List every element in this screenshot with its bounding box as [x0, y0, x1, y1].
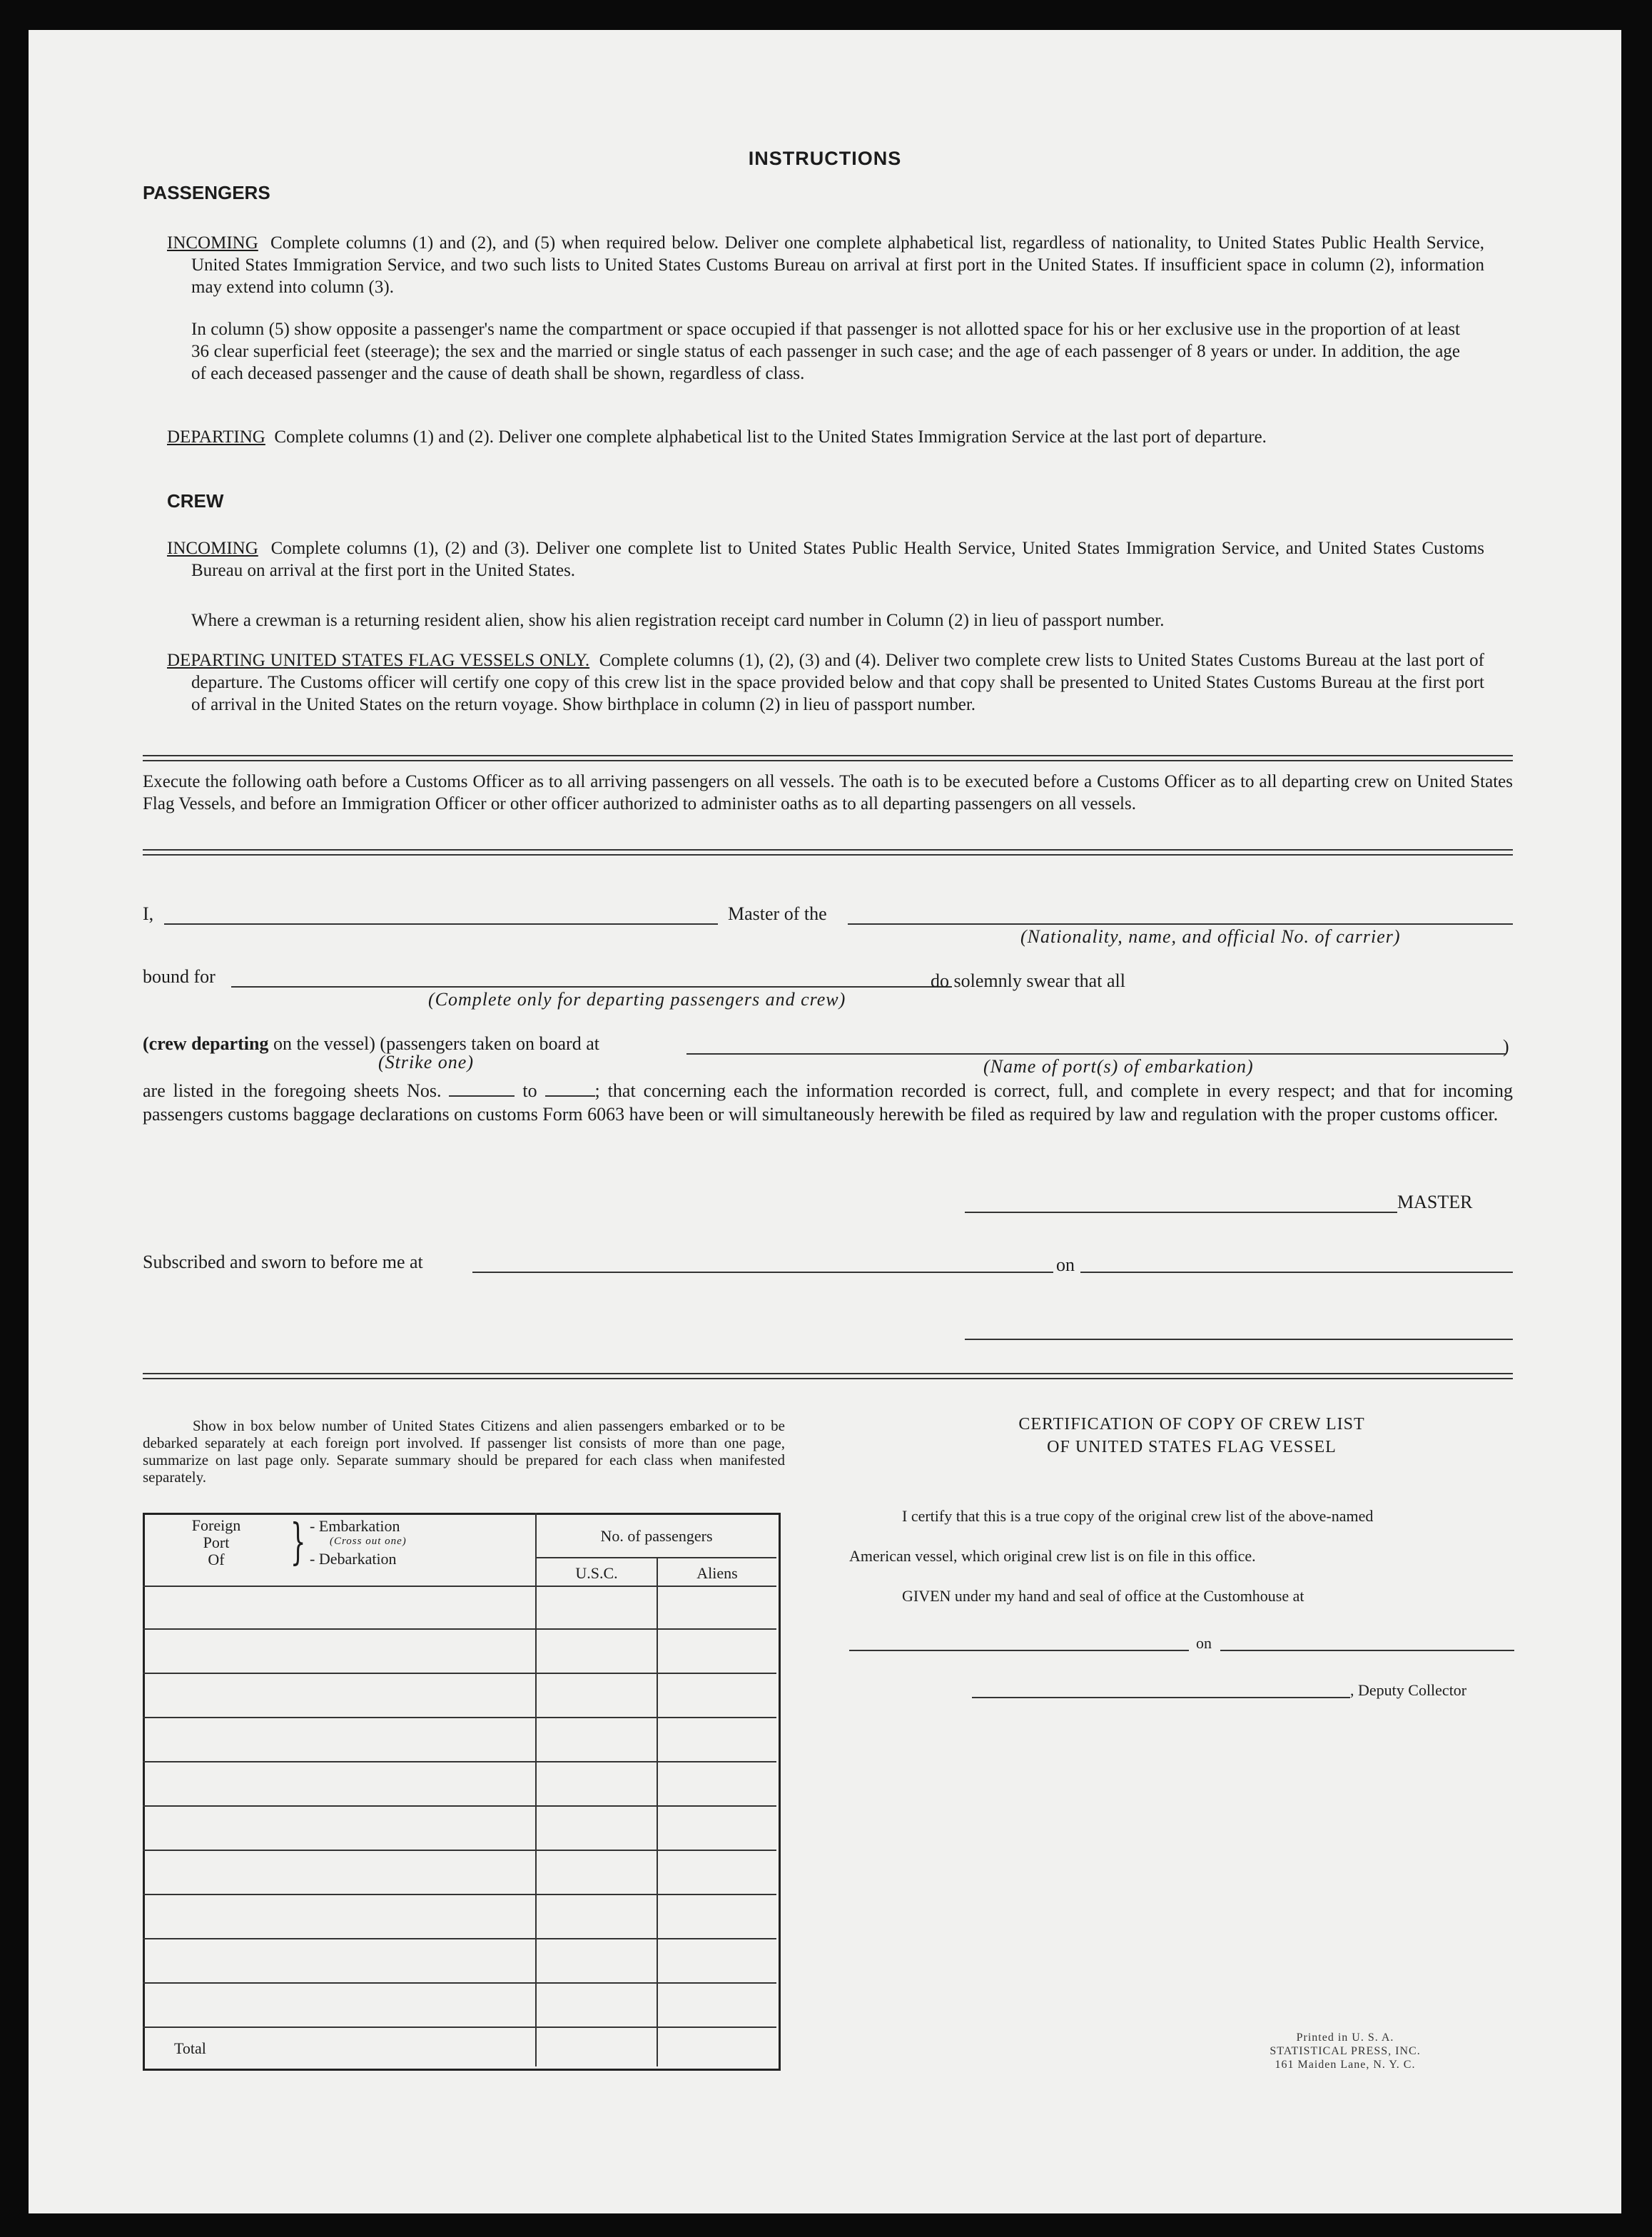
- cross-out-caption: (Cross out one): [330, 1536, 407, 1547]
- oath-instructions: Execute the following oath before a Customs Officer as to all arriving passengers on all vessels. The oath is to be executed before a Customs Officer as to all departing crew on United States Flag Vessels, and before an Immigration Officer or other officer authorized to administer oaths as to all departing passengers on all vessels.: [143, 772, 1513, 813]
- oath-statement: [143, 1079, 1513, 1126]
- passengers-departing-label: DEPARTING: [167, 427, 265, 447]
- table-header-foreign-port: [148, 1514, 491, 1581]
- foreign-port-of: [148, 1517, 284, 1568]
- subscribed-on-label: on: [1056, 1254, 1075, 1275]
- table-row[interactable]: [143, 1895, 776, 1939]
- table-row[interactable]: [143, 1939, 776, 1984]
- master-signature-field[interactable]: [965, 1212, 1397, 1213]
- total-label: Total: [174, 2039, 206, 2057]
- master-name-field[interactable]: [164, 923, 718, 925]
- given-text: GIVEN under my hand and seal of office at the Customhouse at: [902, 1587, 1304, 1605]
- crew-departing-label: DEPARTING UNITED STATES FLAG VESSELS ONLY.: [167, 651, 590, 670]
- table-row[interactable]: [143, 1718, 776, 1762]
- sheet-from-field[interactable]: [449, 1081, 515, 1097]
- printer-line2: STATISTICAL PRESS, INC.: [1270, 2045, 1421, 2057]
- officer-signature-field[interactable]: [965, 1339, 1513, 1340]
- crew-departing-instruction: [167, 649, 1484, 716]
- bound-for-caption: (Complete only for departing passengers and crew): [428, 989, 846, 1010]
- printer-line1: Printed in U. S. A.: [1296, 2031, 1394, 2044]
- passengers-incoming-text: Complete columns (1) and (2), and (5) when required below. Deliver one complete alphabetical list, regardless of nationality, to United States Public Health Service, United States Immigration Service, and two such lists to United States Customs Bureau on arrival at first port in the United States. If insufficient space in column (2), information may extend into column (3).: [191, 233, 1485, 297]
- customhouse-field[interactable]: [849, 1650, 1189, 1651]
- instructions-title: INSTRUCTIONS: [748, 148, 902, 169]
- table-row[interactable]: [143, 1984, 776, 2028]
- divider-rule: [143, 1373, 1513, 1379]
- carrier-caption: (Nationality, name, and official No. of carrier): [1020, 926, 1401, 947]
- strike-one-caption: (Strike one): [378, 1052, 475, 1072]
- crew-departing-bold: (crew departing: [143, 1033, 269, 1054]
- divider-rule: [143, 849, 1513, 856]
- document-page: [29, 30, 1621, 2213]
- listed-prefix: are listed in the foregoing sheets Nos.: [143, 1080, 442, 1101]
- row-divider: [537, 1557, 776, 1558]
- carrier-field[interactable]: [848, 923, 1513, 925]
- summary-note: Show in box below number of United States Citizens and alien passengers embarked or to be debarked separately at each foreign port involved. If passenger list consists of more than one page, summarize on last page only. Separate summary should be prepared for each class when manifested separately.: [143, 1417, 785, 1486]
- table-body: [143, 1586, 776, 2028]
- passengers-column5-instruction: In column (5) show opposite a passenger's name the compartment or space occupied if that passenger is not allotted space for his or her exclusive use in the proportion of at least 36 clear superficial feet (steerage); the sex and the married or single status of each passenger in such case; and the age of each passenger of 8 years or under. In addition, the age of each deceased passenger and the cause of death shall be shown, regardless of class.: [191, 320, 1460, 383]
- crew-incoming-text: Complete columns (1), (2) and (3). Deliver one complete list to United States Public Health Service, United States Immigration Service, and United States Customs Bureau on arrival at the first port in the United States.: [191, 539, 1485, 580]
- bound-for-field[interactable]: [231, 986, 952, 988]
- foreign-word: Foreign: [191, 1516, 241, 1534]
- crew-passengers-label: [143, 1033, 599, 1055]
- passengers-incoming-label: INCOMING: [167, 233, 258, 253]
- passengers-departing-text: Complete columns (1) and (2). Deliver one complete alphabetical list to the United States Immigration Service at the last port of departure.: [274, 427, 1267, 447]
- listed-rest: ; that concerning each the information recorded is correct, full, and complete in every respect; and that for incoming passengers customs baggage declarations on customs Form 6063 have been or will simultaneously herewith be filed as required by law and regulation with the proper customs officer.: [143, 1080, 1514, 1125]
- passengers-incoming-instruction: [167, 232, 1484, 298]
- certification-date-field[interactable]: [1220, 1650, 1514, 1651]
- table-row[interactable]: [143, 1586, 776, 1630]
- passengers-departing-instruction: [167, 426, 1484, 448]
- printer-line3: 161 Maiden Lane, N. Y. C.: [1275, 2059, 1416, 2071]
- aliens-header: Aliens: [696, 1564, 738, 1582]
- close-paren: ): [1503, 1036, 1509, 1057]
- subscribed-place-field[interactable]: [472, 1272, 1053, 1273]
- bound-for-label: bound for: [143, 966, 216, 987]
- table-row[interactable]: [143, 1630, 776, 1674]
- subscribed-label: Subscribed and sworn to before me at: [143, 1252, 423, 1272]
- master-label: MASTER: [1397, 1192, 1473, 1212]
- on-the-vessel: on the vessel): [273, 1033, 375, 1054]
- crew-departing-text: Complete columns (1), (2), (3) and (4). Deliver two complete crew lists to United States Customs Bureau at the last port of departure. The Customs officer will certify one copy of this crew list in the space provided below and that copy shall be presented to United States Customs Bureau at the first port of arrival in the United States on the return voyage. Show birthplace in column (2) in lieu of passport number.: [191, 651, 1485, 714]
- embarkation-label: - Embarkation: [310, 1517, 400, 1535]
- divider-rule: [143, 755, 1513, 761]
- table-row[interactable]: [143, 1807, 776, 1851]
- certification-on-label: on: [1196, 1634, 1212, 1652]
- crew-incoming-instruction: [167, 537, 1484, 582]
- to-label: to: [522, 1080, 537, 1101]
- crew-incoming-label: INCOMING: [167, 539, 258, 558]
- embarkation-port-field[interactable]: [686, 1053, 1506, 1055]
- printer-imprint: [1235, 2031, 1456, 2071]
- table-row[interactable]: [143, 1762, 776, 1807]
- usc-header: U.S.C.: [575, 1564, 618, 1582]
- of-word: Of: [208, 1551, 225, 1568]
- debarkation-label: - Debarkation: [310, 1550, 397, 1568]
- table-row[interactable]: [143, 1674, 776, 1718]
- crew-returning-alien-note: Where a crewman is a returning resident alien, show his alien registration receipt card number in Column (2) in lieu of passport number.: [191, 611, 1165, 630]
- crew-heading: CREW: [167, 490, 224, 512]
- passengers-heading: PASSENGERS: [143, 182, 270, 203]
- passengers-taken: (passengers taken on board at: [380, 1033, 599, 1054]
- embarkation-port-caption: (Name of port(s) of embarkation): [983, 1056, 1254, 1077]
- solemnly-swear-label: do solemnly swear that all: [931, 970, 1125, 991]
- certification-title-line2: OF UNITED STATES FLAG VESSEL: [1047, 1438, 1337, 1456]
- certify-text: I certify that this is a true copy of the original crew list of the above-named: [902, 1507, 1374, 1525]
- brace-icon: }: [290, 1514, 306, 1571]
- american-vessel-text: American vessel, which original crew list is on file in this office.: [849, 1547, 1256, 1565]
- table-row[interactable]: [143, 1851, 776, 1895]
- certification-title: [871, 1413, 1513, 1459]
- certification-title-line1: CERTIFICATION OF COPY OF CREW LIST: [1018, 1415, 1365, 1434]
- sheet-to-field[interactable]: [545, 1081, 595, 1097]
- oath-i-label: I,: [143, 903, 154, 924]
- deputy-collector-signature-field[interactable]: [972, 1697, 1350, 1698]
- port-word: Port: [203, 1533, 230, 1551]
- no-of-passengers-header: No. of passengers: [600, 1527, 713, 1545]
- subscribed-date-field[interactable]: [1080, 1272, 1513, 1273]
- master-of-the-label: Master of the: [728, 903, 827, 924]
- deputy-collector-label: , Deputy Collector: [1350, 1681, 1467, 1699]
